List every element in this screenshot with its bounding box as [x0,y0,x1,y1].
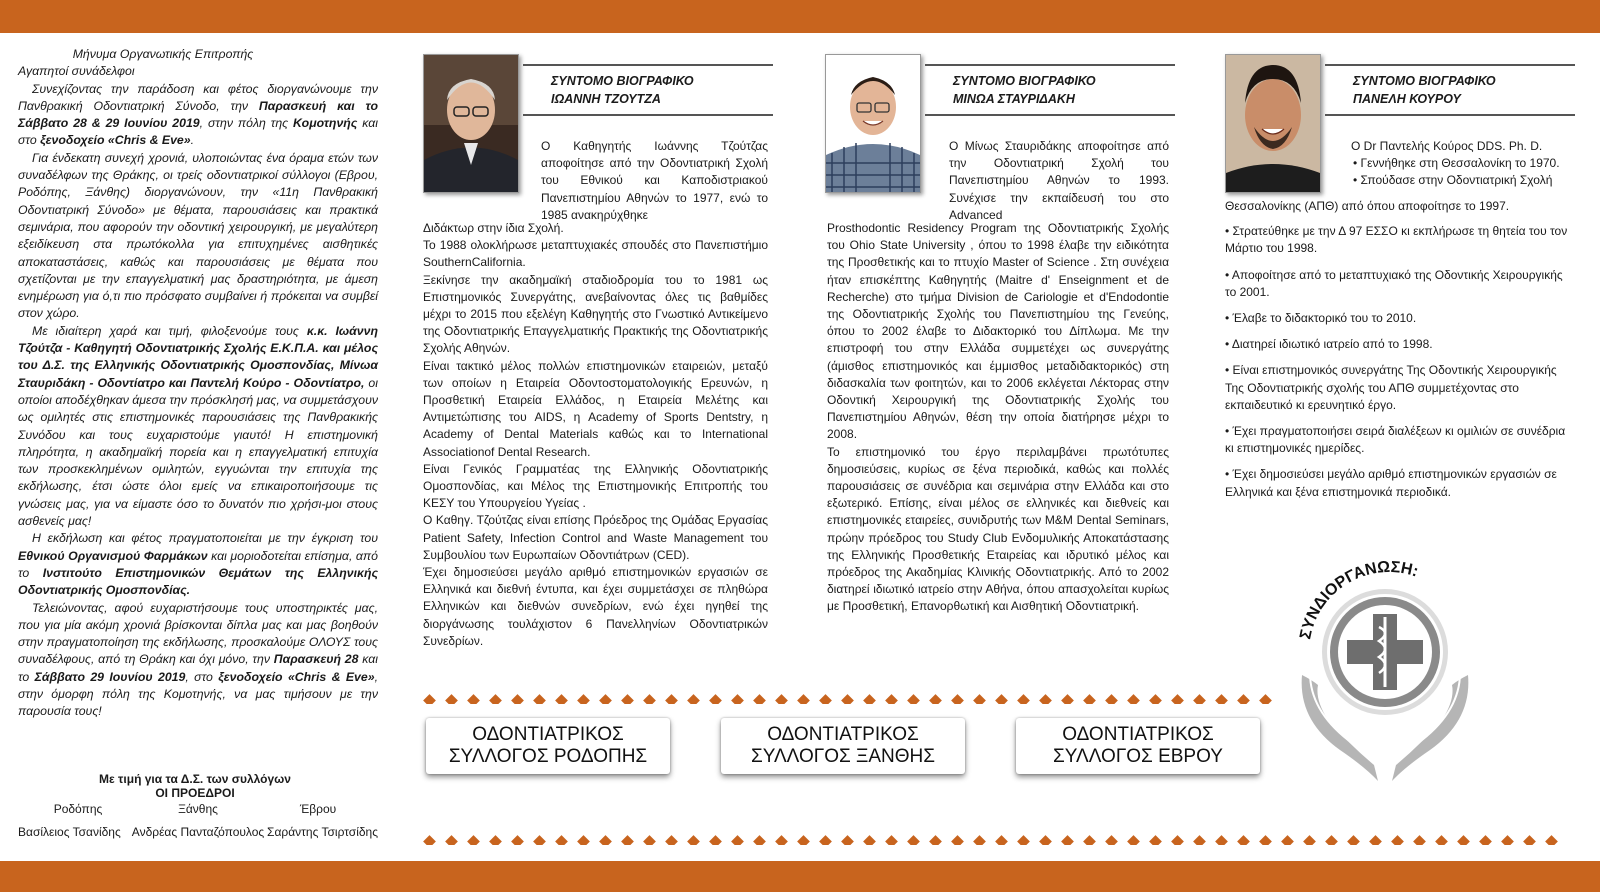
bio-header [1325,64,1575,116]
diamond-icon [1545,835,1558,845]
diamond-icon [621,694,634,704]
diamond-icon [885,835,898,845]
bio-name: ΜΙΝΩΑ ΣΤΑΥΡΙΔΑΚΗ [953,92,1075,106]
bio-list-item: • Στρατεύθηκε με την Δ 97 ΕΣΣΟ κι εκπλήρωσε τη θητεία του τον Μάρτιο του 1998. [1225,224,1568,256]
bio-intro [1351,138,1573,190]
diamond-icon [1347,835,1360,845]
diamond-icon [709,835,722,845]
diamond-icon [467,694,480,704]
bio-text: Διδάκτωρ στην ίδια Σχολή. Το 1988 ολοκλήρωσε μεταπτυχιακές σπουδές στο Πανεπιστήμιο SouthernCalifornia. Ξεκίνησε την ακαδημαϊκή σταδιοδρομία του το 1981 ως Επιστημονικός Συνεργάτης, ανεβαίνοντας όλες τις βαθμίδες μέχρι το 2015 που εξελέγη Καθηγητής στο Γνωστικό Αντικείμενο της Οδοντιατρικής Επαγγελματικής Πρακτικής της Οδοντιατρικής Σχολής Αθηνών. Είναι τακτικό μέλος πολλών επιστημονικών εταιρειών, μεταξύ των οποίων η Εταιρεία Οδοντοστοματολογικής Ερευνών, η Προσθετική Εταιρεία Ελλάδος, η Εταιρεία Μελέτης και Αντιμετώπισης του AIDS, η Academy of Sports Dentstry, η Academy of Dental Materials καθώς και το International Associationof Dental Research. Είναι Γενικός Γραμματέας της Ελληνικής Οδοντιατρικής Ομοσπονδίας, και Μέλος της Επιστημονικής Επιτροπής του ΚΕΣΥ του Υπουργείου Υγείας . Ο Καθηγ. Τζούτζας είναι επίσης Πρόεδρος της Ομάδας Εργασίας Patient Safety, Infection Control and Waste Management του Συμβουλίου των Ευρωπαίων Οδοντιάτρων (CED). Έχει δημοσιεύσει μεγάλο αριθμό επιστημονικών εργασιών σε Ελληνικά και διεθνή έντυπα, και έχει συμμετάσχει σε πληθώρα Ελληνικών και διεθνών συνεδρίων, ενώ έχει ηγηθεί της διοργάνωσης τουλάχιστον 6 Πανελληνίων Οδοντιατρικών Συνεδρίων. [423,221,768,648]
place-evros: Έβρου [299,802,337,816]
coorganization-label: ΣΥΝΔΙΟΡΓΑΝΩΣΗ: [1297,558,1421,641]
bio-intro-line: • Σπούδασε στην Οδοντιατρική Σχολή [1353,173,1553,188]
diamond-icon [1325,835,1338,845]
bio-text: Prosthodontic Residency Program της Οδοντιατρικής Σχολής του Ohio State University , όπου το 1998 έλαβε την ειδικότητα της Προσθετικής και το πτυχίο Master of Science . Στη συνέχεια ήταν επισκέπτης Καθηγητής (Maitre d' Enseignment et de Recherche) στο τμήμα Division de Cariologie et d'Endodontie της Οδοντιατρικής Σχολής του Πανεπιστημίου της Γενεύης, όπου το 2002 έλαβε το Διδακτορικό του Δίπλωμα. Με την επιστροφή του στην Ελλάδα συμμετέχει ως συνεργάτης (άμισθος επιστημονικός και έμμισθος μεταδιδακτορικός) στη διδασκαλία των φοιτητών, και το 2006 εκλέγεται Λέκτορας στην Οδοντική Χειρουργική της Οδοντιατρικής Σχολής του Πανεπιστημίου Αθηνών, θέση την οποία διατήρησε μέχρι το 2008. Το επιστημονικό του έργο περιλαμβάνει πρωτότυπες δημοσιεύσεις, κυρίως σε ξένα περιοδικά, καθώς και πολλές παρουσιάσεις σε συνέδρια και σεμινάρια στην Ελλάδα και στο εξωτερικό. Επίσης, είναι μέλος σε ελληνικές και διεθνείς και επιστημονικές εταιρείες, συνιδρυτής των M&M Dental Seminars, πρώην πρόεδρος του Study Club Ενδομυλικής Αποκατάστασης της Ελληνικής Προσθετικής Εταιρείας και ιδρυτικό μέλος και πρόεδρος της Ακαδημίας Κλινικής Οδοντιατρικής. Από το 2002 διατηρεί ιδιωτικό ιατρείο στην Αθήνα, όπου απασχολείται κυρίως με Προσθετική, Επανορθωτική και Αισθητική Οδοντιατρική. [827,221,1169,614]
top-band [0,0,1600,33]
diamond-icon [819,694,832,704]
diamond-icon [687,835,700,845]
association-xanthi [721,718,965,774]
names-row [18,825,378,839]
diamond-icon [621,835,634,845]
diamond-icon [907,694,920,704]
bio-heading: ΣΥΝΤΟΜΟ ΒΙΟΓΡΑΦΙΚΟ [953,74,1096,88]
diamond-icon [995,835,1008,845]
diamond-icon [1061,694,1074,704]
portrait-photo-stavridakis [825,54,921,193]
diamond-icon [863,694,876,704]
bio-heading: ΣΥΝΤΟΜΟ ΒΙΟΓΡΑΦΙΚΟ [1353,74,1496,88]
diamond-icon [1127,835,1140,845]
diamond-icon [951,694,964,704]
diamond-icon [1259,835,1272,845]
bio-header [523,64,773,116]
diamond-icon [841,835,854,845]
bio-heading: ΣΥΝΤΟΜΟ ΒΙΟΓΡΑΦΙΚΟ [551,74,694,88]
bio-intro: Ο Μίνως Σταυριδάκης αποφοίτησε από την Οδοντιατρική Σχολή του Πανεπιστημίου Αθηνών το 1993. Συνέχισε την εκπαίδευσή του στο Advanced [949,139,1169,222]
president-evros: Σαράντης Τσιρτσίδης [267,825,378,839]
diamond-icon [423,694,436,704]
diamond-icon [1039,694,1052,704]
message-paragraph-3: Με ιδιαίτερη χαρά και τιμή, φιλοξενούμε τους κ.κ. Ιωάννη Τζούτζα - Καθηγητή Οδοντιατρικής Σχολής Ε.Κ.Π.Α. και μέλος του Δ.Σ. της Ελληνικής Οδοντιατρικής Ομοσπονδίας, Μίνωα Σταυριδάκη - Οδοντίατρο και Παντελή Κούρο - Οδοντίατρο, οι οποίοι αποδέχθηκαν άμεσα την πρόσκλησή μας, να συμμετάσχουν ως ομιλητές στις επιστημονικές παρουσιάσεις της Πανθρακικής Συνόδου και τους ευχαριστούμε γιαυτό! Η επιστημονική πληρότητα, η ακαδημαϊκή πορεία και η επαγγελματική επιτυχία των προσκεκλημένων ομιλητών, εγγυώνται την επιτυχία της εκδήλωσης, έτσι ώστε όλοι εμείς να επικαιροποιήσουμε τις γνώσεις μας, για να είμαστε όσο το δυνατόν πιο χρήσι-μοι στους ασθενείς μας! [18,323,378,529]
diamond-icon [1083,835,1096,845]
diamond-icon [819,835,832,845]
diamond-icon [665,835,678,845]
diamond-icon [753,694,766,704]
diamond-icon [665,694,678,704]
committee-message [18,46,378,721]
diamond-icon [1281,835,1294,845]
diamond-icon [533,835,546,845]
bottom-band [0,861,1600,892]
diamond-icon [1391,835,1404,845]
president-xanthi: Ανδρέας Πανταζόπουλος [131,825,265,839]
diamond-icon [797,694,810,704]
diamond-icon [731,694,744,704]
diamond-icon [775,835,788,845]
message-paragraph-1: Συνεχίζοντας την παράδοση και φέτος διοργανώνουμε την Πανθρακική Οδοντιατρική Σύνοδο, την Παρασκευή και το Σάββατο 28 & 29 Ιουνίου 2019, στην πόλη της Κομοτηνής και στο ξενοδοχείο «Chris & Eve». [18,81,378,148]
diamond-icon [1435,835,1448,845]
bio-intro-line: Ο Dr Παντελής Κούρος DDS. Ph. D. [1351,139,1543,153]
diamond-icon [1479,835,1492,845]
association-line: ΣΥΛΛΟΓΟΣ ΞΑΝΘΗΣ [750,746,936,767]
diamond-icon [1105,694,1118,704]
diamond-icon [1193,835,1206,845]
place-rodopi: Ροδόπης [53,802,103,816]
diamond-icon [797,835,810,845]
diamond-icon [973,694,986,704]
bio-header [925,64,1175,116]
diamond-icon [511,694,524,704]
diamond-icon [1413,835,1426,845]
bio-list-item: Θεσσαλονίκης (ΑΠΘ) από όπου αποφοίτησε το 1997. [1225,199,1510,213]
diamond-icon [555,694,568,704]
portrait-photo-kouros [1225,54,1321,193]
diamond-icon [863,835,876,845]
place-xanthi: Ξάνθης [178,802,218,816]
president-rodopi: Βασίλειος Τσανίδης [18,825,121,839]
places-row [18,802,378,816]
diamond-icon [1237,835,1250,845]
diamond-icon [753,835,766,845]
diamond-icon [423,835,436,845]
diamond-icon [511,835,524,845]
diamond-icon [841,694,854,704]
diamond-icon [929,835,942,845]
message-paragraph-2: Για ένδεκατη συνεχή χρονιά, υλοποιώντας ένα όραμα ετών των συναδέλφων της Θράκης, οι τρείς οδοντιατρικοί σύλλογοι (Εβρου, Ροδόπης, Ξάνθης) διοργανώνουν, την «11η Πανθρακική Οδοντιατρική Σύνοδο» με θέματα, παρουσιάσεις και πρακτικά σεμινάρια, που αφορούν την οδοντική χειρουργική, με μεγαλύτερη εξειδίκευση στα πρωτόκολλα για επιτυχημένες αισθητικές αποκαταστάσεις, καθώς και παρουσιάσεις με θέματα που σχετίζονται με την επαγγελματική μας δραστηριότητα, με άμεση ενημέρωση για ό,τι πιο πρόσφατο συμβαίνει ή πρόκειται να συμβεί στον χώρο. [18,150,378,321]
diamond-icon [1083,694,1096,704]
diamond-icon [643,694,656,704]
diamond-icon [687,694,700,704]
diamond-icon [1215,694,1228,704]
bio-list [1225,198,1575,501]
diamond-icon [1017,835,1030,845]
message-paragraph-5: Τελειώνοντας, αφού ευχαριστήσουμε τους υποστηρικτές μας, που για μία ακόμη χρονιά βρίσκονται δίπλα μας και μας βοηθούν στην πραγματοποίηση της εκδήλωσης, προσκαλούμε ΟΛΟΥΣ τους συναδέλφους, από τη Θράκη και όχι μόνο, την Παρασκευή 28 και το Σάββατο 29 Ιουνίου 2019, στο ξενοδοχείο «Chris & Eve», στην όμορφη πόλη της Κομοτηνής, να μας τιμήσουν με την παρουσία τους! [18,600,378,719]
diamond-icon [599,694,612,704]
bio-list-item: • Αποφοίτησε από το μεταπτυχιακό της Οδοντικής Χειρουργικής το 2001. [1225,267,1563,299]
diamond-icon [1039,835,1052,845]
diamond-icon [489,694,502,704]
diamond-icon [1215,835,1228,845]
signature-line: Με τιμή για τα Δ.Σ. των συλλόγων [99,772,291,786]
diamond-row-upper [423,692,1275,704]
signature-block [18,772,378,839]
bio-intro-line: • Γεννήθηκε στη Θεσσαλονίκη το 1970. [1353,156,1560,171]
message-greeting: Αγαπητοί συνάδελφοι [18,64,135,79]
diamond-icon [709,694,722,704]
bio-list-item: • Έχει πραγματοποιήσει σειρά διαλέξεων κι ομιλιών σε συνέδρια κι επιστημονικές ημερίδες. [1225,424,1566,456]
diamond-icon [467,835,480,845]
bio-list-item: • Είναι επιστημονικός συνεργάτης Της Οδοντικής Χειρουργικής Της Οδοντιατρικής σχολής του ΑΠΘ συμμετέχοντας στο εκπαιδευτικό κι ερευνητικό έργο. [1225,363,1557,412]
bio-list-item: • Διατηρεί ιδιωτικό ιατρείο από το 1998. [1225,337,1433,352]
diamond-icon [577,694,590,704]
association-line: ΣΥΛΛΟΓΟΣ ΡΟΔΟΠΗΣ [448,746,648,767]
association-line: ΟΔΟΝΤΙΑΤΡΙΚΟΣ [767,724,919,745]
diamond-icon [577,835,590,845]
bio-intro: Ο Καθηγητής Ιωάννης Τζούτζας αποφοίτησε από την Οδοντιατρική Σχολή του Εθνικού και Καποδιστριακού Πανεπιστημίου Αθηνών το 1977, ενώ το 1985 ανακηρύχθηκε [541,139,768,222]
diamond-icon [445,694,458,704]
diamond-row-lower [423,833,1563,845]
diamond-icon [995,694,1008,704]
diamond-icon [929,694,942,704]
bio-name: ΠΑΝΕΛΗ ΚΟΥΡΟΥ [1353,92,1461,106]
diamond-icon [643,835,656,845]
diamond-icon [1523,835,1536,845]
association-line: ΟΔΟΝΤΙΑΤΡΙΚΟΣ [472,724,624,745]
association-rodopi [426,718,670,774]
message-paragraph-4: Η εκδήλωση και φέτος πραγματοποιείται με την έγκριση του Εθνικού Οργανισμού Φαρμάκων και μοριοδοτείται επίσημα, από το Ινστιτούτο Επιστημονικών Θεμάτων της Ελληνικής Οδοντιατρικής Ομοσπονδίας. [18,531,378,598]
diamond-icon [1017,694,1030,704]
diamond-icon [533,694,546,704]
association-evros [1016,718,1260,774]
diamond-icon [599,835,612,845]
diamond-icon [775,694,788,704]
association-line: ΟΔΟΝΤΙΑΤΡΙΚΟΣ [1062,724,1214,745]
diamond-icon [731,835,744,845]
diamond-icon [1171,694,1184,704]
bio-list-item: • Έχει δημοσιεύσει μεγάλο αριθμό επιστημονικών εργασιών σε Ελληνικά και ξένα επιστημονικά περιοδικά. [1225,467,1557,499]
diamond-icon [1369,835,1382,845]
diamond-icon [1193,694,1206,704]
diamond-icon [907,835,920,845]
diamond-icon [555,835,568,845]
diamond-icon [885,694,898,704]
diamond-icon [1303,835,1316,845]
diamond-icon [1171,835,1184,845]
diamond-icon [1127,694,1140,704]
diamond-icon [973,835,986,845]
portrait-photo-tzoutzas [423,54,519,193]
diamond-icon [445,835,458,845]
diamond-icon [1105,835,1118,845]
medical-cross-hands-icon [1270,545,1500,785]
diamond-icon [1061,835,1074,845]
diamond-icon [1457,835,1470,845]
association-line: ΣΥΛΛΟΓΟΣ ΕΒΡΟΥ [1053,746,1223,767]
message-title: Μήνυμα Οργανωτικής Επιτροπής [72,47,254,61]
diamond-icon [1501,835,1514,845]
diamond-icon [951,835,964,845]
diamond-icon [1149,694,1162,704]
diamond-icon [1237,694,1250,704]
presidents-label: ΟΙ ΠΡΟΕΔΡΟΙ [155,786,235,800]
diamond-icon [1149,835,1162,845]
bio-list-item: • Έλαβε το διδακτορικό του το 2010. [1225,311,1417,326]
bio-name: ΙΩΑΝΝΗ ΤΖΟΥΤΖΑ [551,92,661,106]
diamond-icon [489,835,502,845]
